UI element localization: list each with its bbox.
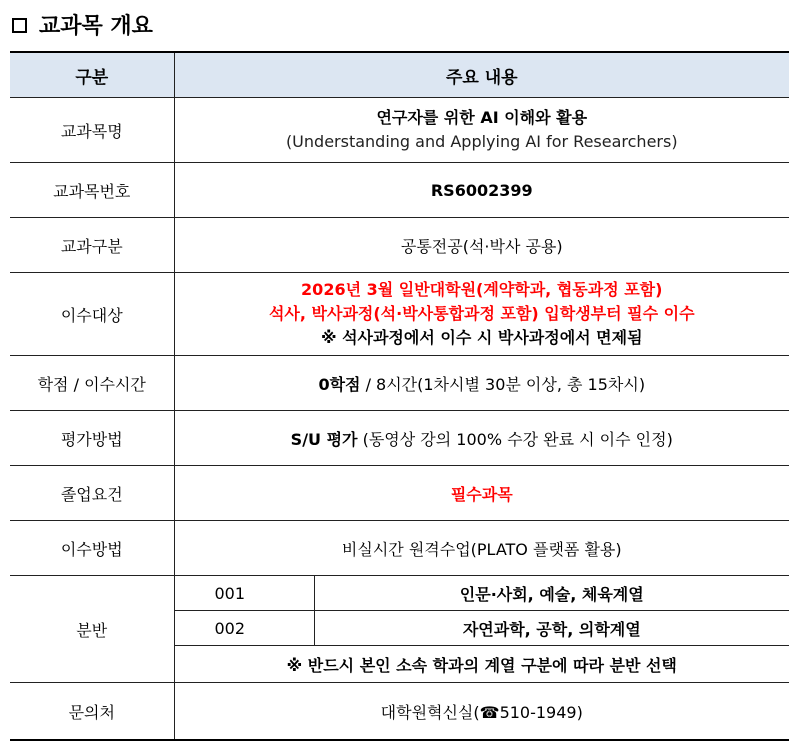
credits-cell — [174, 356, 789, 411]
target-note: ※ 석사과정에서 이수 시 박사과정에서 면제됨 — [320, 328, 643, 347]
evaluation-cell — [174, 411, 789, 466]
row-label-graduation: 졸업요건 — [10, 466, 174, 521]
table-row — [10, 411, 789, 466]
graduation-value: 필수과목 — [174, 466, 789, 521]
table-header-row — [10, 52, 789, 98]
sections-note: ※ 반드시 본인 소속 학과의 계열 구분에 따라 분반 선택 — [174, 646, 789, 683]
method-value: 비실시간 원격수업(PLATO 플랫폼 활용) — [174, 521, 789, 576]
row-label-course-type: 교과구분 — [10, 218, 174, 273]
table-row — [10, 356, 789, 411]
contact-value: 대학원혁신실(☎510-1949) — [174, 683, 789, 741]
page-title — [12, 4, 153, 44]
table-row — [10, 98, 789, 163]
table-row — [10, 521, 789, 576]
row-label-method: 이수방법 — [10, 521, 174, 576]
evaluation-rest: (동영상 강의 100% 수강 완료 시 이수 인정) — [357, 429, 673, 449]
table-row — [10, 163, 789, 218]
row-label-target: 이수대상 — [10, 273, 174, 356]
table-row — [10, 683, 789, 741]
row-label-contact: 문의처 — [10, 683, 174, 741]
header-category: 구분 — [10, 52, 174, 98]
course-name-cell — [174, 98, 789, 163]
page-title-text: 교과목 개요 — [39, 13, 153, 39]
target-line-1: 2026년 3월 일반대학원(계약학과, 협동과정 포함) — [301, 280, 663, 299]
section-code: 001 — [174, 576, 314, 611]
row-label-credits: 학점 / 이수시간 — [10, 356, 174, 411]
table-row — [10, 466, 789, 521]
row-label-evaluation: 평가방법 — [10, 411, 174, 466]
course-type-value: 공통전공(석·박사 공용) — [174, 218, 789, 273]
checkbox-square-icon — [12, 18, 27, 33]
table-row — [10, 218, 789, 273]
section-name: 자연과학, 공학, 의학계열 — [314, 611, 789, 646]
header-content: 주요 내용 — [174, 52, 789, 98]
table-row — [10, 576, 789, 611]
course-name-english: (Understanding and Applying AI for Researchers) — [285, 132, 678, 151]
course-name-korean: 연구자를 위한 AI 이해와 활용 — [376, 108, 588, 127]
row-label-course-number: 교과목번호 — [10, 163, 174, 218]
row-label-course-name: 교과목명 — [10, 98, 174, 163]
target-line-2: 석사, 박사과정(석·박사통합과정 포함) 입학생부터 필수 이수 — [268, 304, 695, 323]
table-row — [10, 273, 789, 356]
row-label-sections: 분반 — [10, 576, 174, 683]
section-name: 인문·사회, 예술, 체육계열 — [314, 576, 789, 611]
credits-bold: 0학점 — [318, 374, 361, 394]
section-code: 002 — [174, 611, 314, 646]
credits-rest: / 8시간(1차시별 30분 이상, 총 15차시) — [360, 374, 646, 394]
target-cell — [174, 273, 789, 356]
evaluation-bold: S/U 평가 — [290, 429, 358, 449]
course-number-value: RS6002399 — [174, 163, 789, 218]
course-overview-table — [10, 51, 789, 741]
